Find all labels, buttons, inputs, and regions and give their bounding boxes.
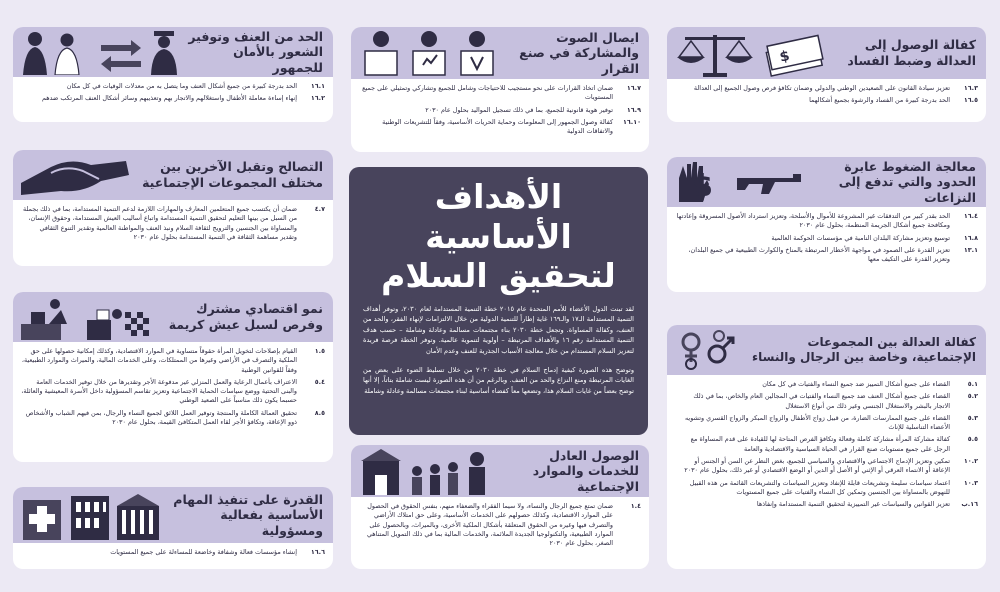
target-item: ١٠.٢ تمكين وتعزيز الإدماج الاجتماعي والاقتصادي والسياسي للجميع، بغض النظر عن السن أو الجنس أو الإعاقة أو الانتماء العرقي أو الإثني أو الأصل أو الدين أو الوضع الاقتصادي أو غير ذلك، بحلول عام ٢٠٣٠ — [684, 456, 978, 475]
card-reconciliation — [13, 150, 333, 266]
target-item: ٥.٢ القضاء على جميع أشكال العنف ضد جميع النساء والفتيات في المجالين العام والخاص، بما في ذلك الاتجار بالبشر والاستغلال الجنسي وغير ذلك من أنواع الاستغلال — [693, 392, 978, 410]
card-voice-body — [351, 79, 649, 144]
card-institutions-body — [13, 543, 333, 565]
gender-symbols-icon — [675, 328, 737, 372]
card-justice-title: كفالة الوصول إلى العدالة وضبط الفساد — [847, 37, 976, 68]
card-institutions-header — [13, 487, 333, 543]
card-violence-title: الحد من العنف وتوفير الشعور بالأمان للجمهور — [188, 28, 323, 75]
target-item: ٥.٣ القضاء على جميع الممارسات الضارة، من قبيل زواج الأطفال والزواج المبكر والزواج القسري وتشويه الأعضاء التناسلية للإناث — [684, 413, 978, 432]
target-item: ١٦.٧ ضمان اتخاذ القرارات على نحو مستجيب للاحتياجات وشامل للجميع وتشاركي وتمثيلي على جميع المستويات — [362, 84, 641, 102]
svg-text:$: $ — [778, 47, 792, 66]
card-voice-header — [351, 27, 649, 79]
target-item: ١٦.ب تعزيز القوانين والسياسات غير التمييزية لتحقيق التنمية المستدامة وإنفاذها — [756, 500, 978, 509]
card-justice-body — [667, 79, 986, 114]
card-pressures-body — [667, 207, 986, 272]
target-item: ١٦.١٠ كفالة وصول الجمهور إلى المعلومات وحماية الحريات الأساسية، وفقاً للتشريعات الوطنية والاتفاقات الدولية — [382, 117, 641, 136]
card-justice-header — [667, 27, 986, 79]
target-item: ٥.٤ الاعتراف بأعمال الرعاية والعمل المنزلي غير مدفوعة الأجر وتقديرها من خلال توفير الخدمات العامة والبنى التحتية ووضع سياسات الحماية الاجتماعية وتعزيز تقاسم المسؤولية داخل الأسرة المعيشية والعائلة، حسبما يكون ذلك مناسباً على الصعيد الوطني — [21, 377, 325, 405]
target-item: ٥.٥ كفالة مشاركة المرأة مشاركة كاملة وفعالة وتكافؤ الفرص المتاحة لها للقيادة على قدم المساواة مع الرجل على جميع مستويات صنع القرار في الحياة السياسية والاقتصادية والعامة — [690, 435, 978, 453]
target-item: ١٦.٢ إنهاء إساءة معاملة الأطفال واستغلالهم والاتجار بهم وتعذيبهم وسائر أشكال العنف المرتكب ضدهم — [41, 94, 325, 103]
card-pressures-title: معالجة الضغوط عابرة الحدود والتي تدفع إلى النزاعات — [838, 158, 976, 205]
hand-dollar-gun-icon — [675, 160, 805, 204]
card-justice — [667, 27, 986, 122]
card-gender-header — [667, 325, 986, 375]
card-institutions-title: القدرة على تنفيذ المهام الأساسية بفعالية ومسؤولية — [173, 491, 323, 538]
target-item: ١٠.٣ اعتماد سياسات سليمة وتشريعات قابلة للإنفاذ وتعزيز السياسات والتشريعات القائمة من هذه القبيل للنهوض بالمساواة بين الجنسين وتمكين كل النساء والفتيات على جميع المستويات — [689, 478, 978, 496]
voters-icon — [359, 29, 499, 77]
card-reconciliation-header — [13, 150, 333, 200]
target-item: ١٦.٣ تعزيز سيادة القانون على الصعيدين الوطني والدولي وضمان تكافؤ فرص وصول الجميع إلى العدالة — [693, 84, 978, 92]
target-item: ١٦.٨ توسيع وتعزيز مشاركة البلدان النامية في مؤسسات الحوكمة العالمية — [771, 233, 978, 242]
card-violence-body — [13, 77, 333, 112]
card-services — [351, 445, 649, 569]
target-item: ١٦.١ الحد بدرجة كبيرة من جميع أشكال العنف وما يتصل به من معدلات الوفيات في كل مكان — [66, 82, 325, 90]
card-voice — [351, 27, 649, 152]
card-pressures-header — [667, 157, 986, 207]
card-services-title: الوصول العادل للخدمات والموارد الإجتماعية — [532, 447, 639, 494]
main-title-line2: لتحقيق السلام — [381, 256, 616, 296]
card-services-header — [351, 445, 649, 497]
card-economy — [13, 292, 333, 462]
card-gender-body — [667, 375, 986, 517]
intro-paragraph-2: وتوضح هذه الصورة كيفية إدماج السلام في خطة ٢٠٣٠ من خلال تسليط الضوء على بعض من الغايات المرتبطة ومنع النزاع والحد من العنف. وبالرغم من أن هذه الصورة ليست شاملة بتاتاً، إلا أنها توضح بعضاً من غايات السلام هذا، وتضعها معاً كفضاء أساسية لبناء مجتمعات مسالمة وعادلة وشاملة — [363, 365, 634, 395]
card-economy-body — [13, 342, 333, 435]
card-violence — [13, 27, 333, 122]
intro-paragraph-1: لقد تبنت الدول الأعضاء للأمم المتحدة عام ٢٠١٥ خطة التنمية المستدامة لعام ٢٠٣٠، وتوفر أهداف التنمية المستدامة الـ١٧ والـ١٦٩ غاية إطاراً للتنمية الدولية من خلال الالتزامات لإنهاء الفقر، والحد من العنف، وكفالة المساواة. وتجعل خطة ٢٠٣٠ بناء مجتمعات مسالمة وعادلة وشاملة – حسب هدف التنمية المستدامة رقم ١٦ والأهداف المرتبطة – أولوية لتنموية عالمية. وتوفر الخطة فرصة فريدة لتعزيز السلام المستدام من خلال معالجة الأسباب الجذرية للعنف وعدم الأمان — [363, 304, 635, 355]
card-gender — [667, 325, 986, 569]
card-economy-header — [13, 292, 333, 342]
people-police-icon — [21, 29, 186, 75]
card-violence-header — [13, 27, 333, 77]
target-item: ٨.٥ تحقيق العمالة الكاملة والمنتجة وتوفير العمل اللائق لجميع النساء والرجال، بمن فيهم الشباب والأشخاص ذوو الإعاقة، وتكافؤ الأجر لقاء العمل المتكافئ القيمة، بحلول عام ٢٠٣٠ — [25, 408, 325, 426]
target-item: ١٦.٦ إنشاء مؤسسات فعالة وشفافة وخاضعة للمساءلة على جميع المستويات — [110, 548, 325, 556]
card-economy-title: نمو اقتصادي مشترك وفرص لسبل عيش كريمة — [168, 301, 323, 332]
handshake-icon — [21, 153, 131, 197]
target-item: ١.٥ القيام بإصلاحات لتخويل المرأة حقوقاً متساوية في الموارد الاقتصادية، وكذلك إمكانية حصولها على حق الملكية والتصرف في الأراضي وغيرها من الممتلكات، وعلى الخدمات المالية، والميراث والموارد الطبيعية، وفقاً للقوانين الوطنية — [21, 347, 325, 374]
card-reconciliation-title: التصالح وتقبل الآخرين بين مختلف المجموعات الإجتماعية — [142, 159, 323, 190]
workers-market-icon — [21, 294, 151, 340]
buildings-icon — [21, 490, 161, 540]
main-intro-panel — [349, 167, 648, 435]
svg-text:$: $ — [692, 169, 713, 204]
target-item: ١٦.٩ توفير هوية قانونية للجميع، بما في ذلك تسجيل المواليد بحلول عام ٢٠٣٠ — [425, 105, 641, 114]
card-gender-title: كفالة العدالة بين المجموعات الإجتماعية، وخاصة بين الرجال والنساء — [752, 335, 976, 364]
card-reconciliation-body — [13, 200, 333, 250]
card-services-body — [351, 497, 649, 556]
card-institutions — [13, 487, 333, 569]
card-pressures — [667, 157, 986, 292]
scales-money-icon — [675, 29, 825, 77]
card-voice-title: ايصال الصوت والمشاركة في صنع القرار — [519, 29, 639, 76]
target-item: ١٦.٤ الحد بقدر كبير من التدفقات غير المشروعة للأموال والأسلحة، وتعزيز استرداد الأصول المسروقة وإعادتها ومكافحة جميع أشكال الجريمة المنظمة، بحلول عام ٢٠٣٠ — [676, 212, 978, 230]
target-item: ١.٤ ضمان تمتع جميع الرجال والنساء، ولا سيما الفقراء والضعفاء منهم، بنفس الحقوق في الحصول على الموارد الاقتصادية، وكذلك حصولهم على الخدمات الأساسية، وعلى حق امتلاك الأراضي والتصرف فيها وغيره من الحقوق المتعلقة بأشكال الملكية الأخرى، وبالميراث، وبالحصول على الموارد الطبيعية، والتكنولوجيا الجديدة الملائمة، والخدمات المالية بما في ذلك التمويل المتناهي الصغر، بحلول عام ٢٠٣٠ — [366, 502, 641, 548]
main-title-line1: الأهداف الأساسية — [425, 177, 572, 256]
target-item: ٤.٧ ضمان أن يكتسب جميع المتعلمين المعارف والمهارات اللازمة لدعم التنمية المستدامة، بما في ذلك بجملة من السبل من بينها التعليم لتحقيق التنمية المستدامة واتباع أساليب العيش المستدامة، وحقوق الإنسان، والمساواة بين الجنسين والترويج لثقافة السلام ونبذ العنف والمواطنة العالمية وتقدير التنوع الثقافي وتقدير مساهمة الثقافة في التنمية المستدامة بحلول عام ٢٠٣٠ — [23, 205, 325, 241]
target-item: ١٦.٥ الحد بدرجة كبيرة من الفساد والرشوة بجميع أشكالهما — [809, 96, 978, 105]
target-item: ١٣.١ تعزيز القدرة على الصمود في مواجهة الأخطار المرتبطة بالمناخ والكوارث الطبيعية في جميع البلدان، وتعزيز القدرة على التكيف معها — [688, 245, 978, 264]
target-item: ٥.١ القضاء على جميع أشكال التمييز ضد جميع النساء والفتيات في كل مكان — [762, 380, 978, 388]
school-children-icon — [359, 447, 499, 495]
